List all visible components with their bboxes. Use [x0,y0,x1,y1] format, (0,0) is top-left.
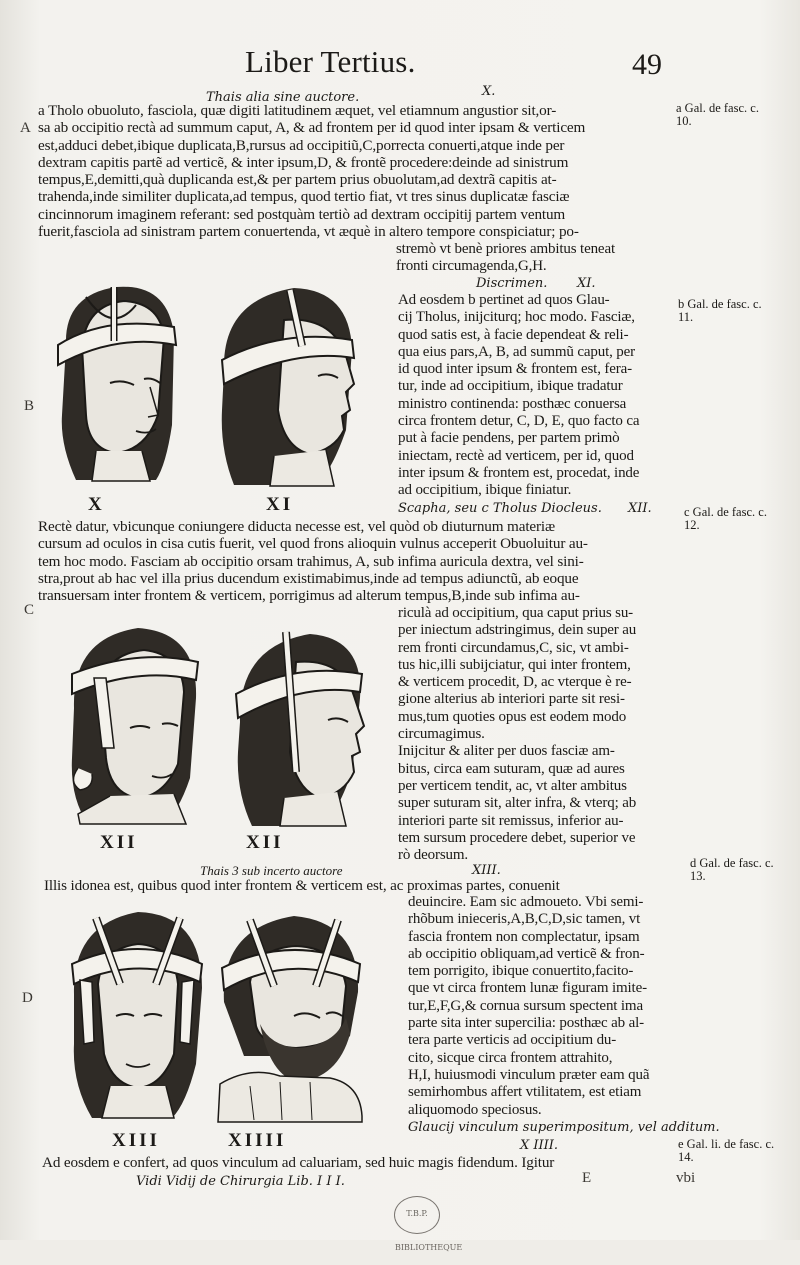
library-stamp-text: T.B.P. BIBLIOTHEQUE [395,1209,463,1252]
margin-letter-d: D [22,990,33,1006]
text-line: tur,E,F,G,& cornua sursum spectent ima [408,997,643,1014]
section-x-heading: Thais alia sine auctore. [206,90,360,105]
figure-label-1: X [88,494,105,515]
text-line: fascia frontem non complectatur, ipsam [408,928,640,945]
figure-head-2 [214,280,364,490]
text-line: super suturam sit, alter infra, & vterq; ab [398,795,637,812]
figure-head-3 [58,618,208,828]
section-xii-heading: Scapha, seu c Tholus Diocleus. [398,501,602,516]
margin-note-b: b Gal. de fasc. c. 11. [678,297,762,324]
text-line: fuerit,fasciola ad sinistram partem conuertenda, vt æquè in altero tempore conspiciatur; po- [38,223,579,241]
text-line: trahenda,inde similiter duplicata,ad tempus, quod tertio fiat, vt tres sinus duplicatæ fasciæ [38,188,570,206]
text-line: Illis idonea est, quibus quod inter frontem & verticem est, ac proximas partes, conuenit [44,877,560,894]
text-line: tur, inde ad occipitium, ibique tradatur [398,378,623,395]
figure-head-6 [210,906,370,1124]
section-xiii-heading: Thais 3 sub incerto auctore [200,863,343,878]
paragraph-xiii [408,894,692,1119]
text-line: put à facie pendens, per partem primò [398,430,620,447]
text-line: tempus,E,demitti,quà duplicanda est,& per partem prius obuolutam,ad dextrã capitis at- [38,171,557,189]
text-line: semirhombus affert vtilitatem, est etiam [408,1084,642,1101]
text-line: ab occipitio obliquam,ad verticẽ & fron- [408,945,645,962]
text-line: parte sita inter supercilia: posthæc ab al- [408,1015,644,1032]
section-xiii-number: XIII. [472,863,501,878]
catchword: vbi [676,1170,696,1186]
text-line: mus,tum quoties opus est eodem modo [398,708,627,725]
figure-label-2: XI [266,494,294,515]
paragraph-xii-continued [398,605,684,864]
paragraph-xii [38,518,684,604]
text-line: rò deorsum. [398,847,469,864]
section-xi-heading: Discrimen. [476,276,548,291]
margin-letter-a: A [20,120,31,136]
section-xii-number: XII. [628,501,652,516]
text-line: que vt circa frontem lunæ figuram imite- [408,980,647,997]
running-head: Liber Tertius. [245,44,416,79]
text-line: sa ab occipitio rectà ad summum caput, A, & ad frontem per id quod inter ipsam & verticem [38,119,586,137]
section-x-number: X. [482,84,496,99]
text-line: ad occipitium, ibique finiatur. [398,482,572,499]
text-line: stra,prout ab hac vel illa prius ducendum existimabimus,inde ad tempus adiunctũ, ab eoque [38,569,579,587]
text-line: gione alterius ab interiori parte sit resi- [398,691,625,708]
paragraph-xiiii-first-line [42,1154,674,1171]
text-line: deuincire. Eam sic admoueto. Vbi semi- [408,894,644,910]
text-line: iniectam, rectè ad verticem, per id, quod [398,447,634,464]
text-line: riculà ad occipitium, qua caput prius su- [398,605,634,621]
text-line: circumagimus. [398,726,485,743]
text-line: Rectè datur, vbicunque coniungere diducta necesse est, vel quòd ob diuturnum materiæ [38,518,555,535]
figure-head-1 [46,275,186,487]
text-line: est,adduci debet,ibique duplicata,B,rursus ad occipitiũ,C,porrecta conuerti,atque inde per [38,136,565,154]
signature-mark: E [582,1170,592,1186]
text-line: ministro continenda: posthæc conuersa [398,395,627,412]
text-line: inter ipsum & frontem est, procedat, inde [398,464,640,481]
text-line: & verticem procedit, D, ac vterque è re- [398,674,632,691]
section-xiiii-number: X IIII. [520,1138,559,1153]
text-line: Ad eosdem b pertinet ad quos Glau- [398,292,610,308]
text-line: transuersam inter frontem & verticem, porrigimus ad alterum tempus,B,inde sub infima au- [38,587,580,605]
margin-note-c: c Gal. de fasc. c. 12. [684,505,767,532]
footer-title: Vidi Vidij de Chirurgia Lib. I I I. [136,1174,345,1189]
text-line: per iniectum adstringimus, dein super au [398,622,637,639]
paragraph-xi [398,292,678,500]
text-line: aliquomodo speciosus. [408,1101,542,1118]
text-line: tem sursum procedere debet, superior ve [398,829,636,846]
text-line: stremò vt benè priores ambitus teneat [396,241,615,257]
text-line: bitus, circa eam suturam, quæ ad aures [398,760,625,777]
margin-letter-c: C [24,602,35,618]
text-line: tem hoc modo. Fasciam ab occipitio orsam trahimus, A, sub infima auricula dextra, vel sini- [38,552,584,570]
text-line: rem fronti circundamus,C, sic, vt ambi- [398,639,629,656]
text-line: tem porrigito, ibique conuertito,facito- [408,963,634,980]
library-stamp [394,1196,463,1252]
text-line: tera parte verticis ad occipitium du- [408,1032,617,1049]
figure-label-4: XII [246,832,284,853]
text-line: Ad eosdem e confert, ad quos vinculum ad caluariam, sed huic magis fidendum. Igitur [42,1154,555,1171]
text-line: cursum ad oculos in cisa cutis fuerit, vel quod frons alioquin vulnus acceperit Obuoluitur au- [38,535,588,553]
margin-note-a: a Gal. de fasc. c. 10. [676,101,759,128]
figure-label-6: XIIII [228,1130,287,1151]
margin-note-e: e Gal. li. de fasc. c. 14. [678,1137,775,1164]
figure-label-5: XIII [112,1130,160,1151]
paragraph-x [38,102,672,240]
section-xi-number: XI. [577,276,596,291]
margin-letter-b: B [24,398,35,414]
text-line: interiori parte sit remissus, inferior au- [398,812,624,829]
margin-note-d: d Gal. de fasc. c. 13. [690,856,774,883]
figure-label-3: XII [100,832,138,853]
section-xiiii-heading: Glaucij vinculum superimpositum, vel additum. [408,1120,720,1135]
text-line: cito, sicque circa frontem attrahito, [408,1049,613,1066]
text-line: dextram capitis partẽ ad verticẽ, & inter ipsum,D, & frontẽ procedere:deinde ad sinistrum [38,153,569,171]
text-line: circa frontem detur, C, D, E, quo facto ca [398,413,640,430]
text-line: per verticem tendit, ac, vt alter ambitus [398,777,627,794]
text-line: H,I, huiusmodi vinculum præter eam quã [408,1066,650,1083]
text-line: cincinnorum imaginem referant: sed postquàm tertiò ad dextram occipitij partem ventum [38,205,566,223]
text-line: Inijcitur & aliter per duos fasciæ am- [398,743,615,760]
text-line: fronti circumagenda,G,H. [396,258,547,275]
text-line: quod satis est, à facie dependeat & reli- [398,326,629,343]
figure-head-5 [62,904,212,1124]
page-number: 49 [632,48,662,81]
text-line: cij Tholus, inijciturq; hoc modo. Fasciæ, [398,309,635,326]
paragraph-xiii-first-line [44,877,690,894]
text-line: a Tholo obuoluto, fasciola, quæ digiti latitudinem æquet, vel etiamnum angustior sit,or- [38,102,557,119]
text-line: rhõbum inieceris,A,B,C,D,sic tamen, vt [408,911,641,928]
text-line: id quod inter ipsum & frontem est, fera- [398,361,632,378]
text-line: qua eius pars,A, B, ad summũ caput, per [398,343,636,360]
text-line: tus hic,illi subijciatur, qui inter frontem, [398,656,631,673]
figure-head-4 [226,622,376,832]
paragraph-x-continued [396,241,676,276]
